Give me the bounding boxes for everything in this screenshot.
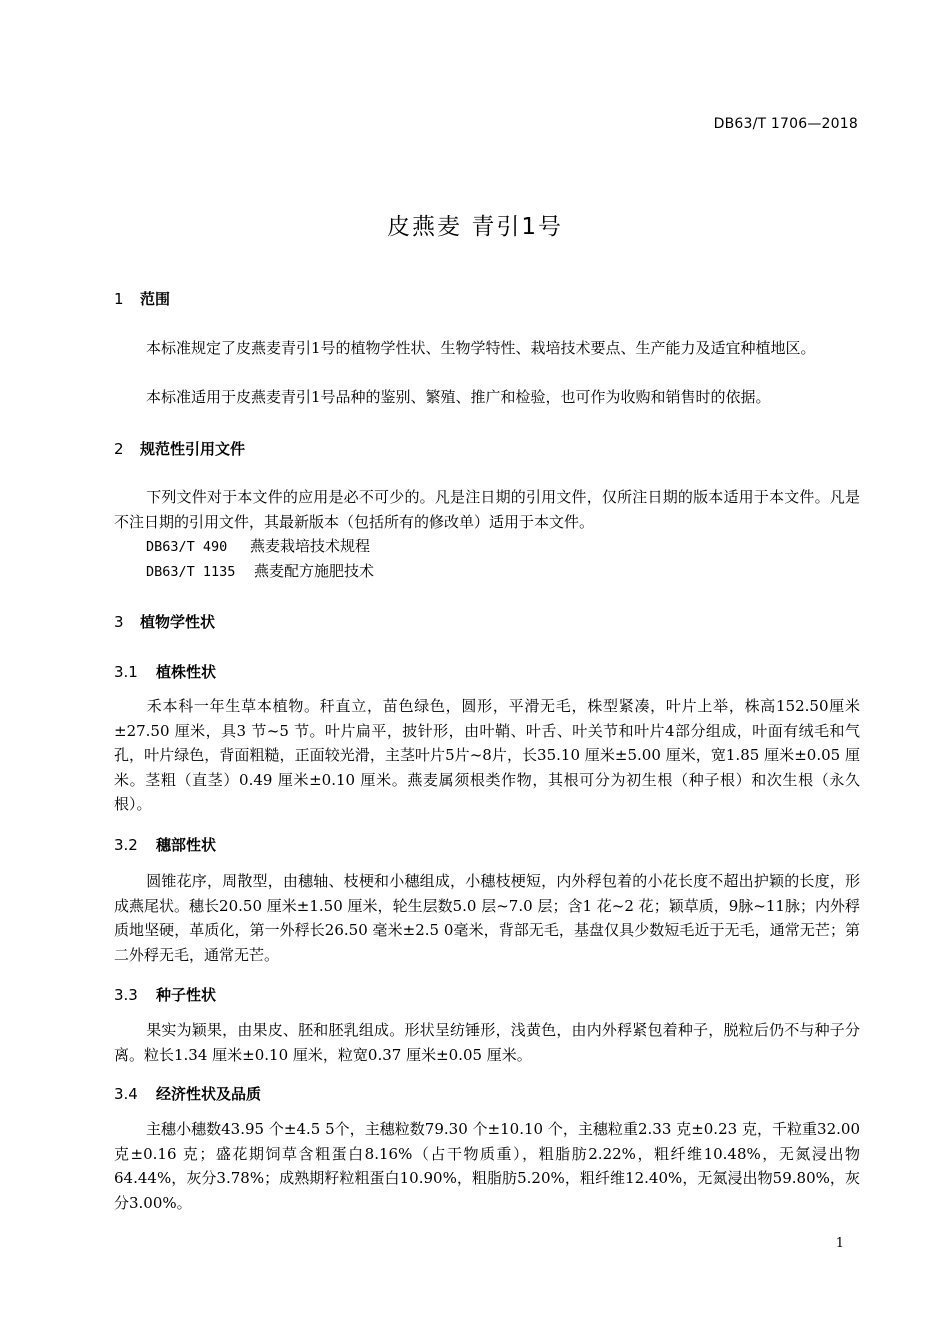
document-title: 皮燕麦 青引1号 bbox=[387, 214, 563, 240]
section-2-heading bbox=[114, 438, 245, 459]
section-number: 2 bbox=[114, 440, 124, 458]
document-code: DB63/T 1706—2018 bbox=[713, 116, 858, 132]
section-number: 1 bbox=[114, 290, 124, 308]
section-title: 范围 bbox=[140, 290, 171, 308]
subsection-number: 3.3 bbox=[114, 986, 138, 1004]
subsection-3-3-heading bbox=[114, 984, 216, 1005]
section-title: 植物学性状 bbox=[140, 613, 216, 631]
reference-title: 燕麦栽培技术规程 bbox=[250, 537, 371, 555]
subsection-3-3-paragraph: 果实为颖果，由果皮、胚和胚乳组成。形状呈纺锤形，浅黄色，由内外稃紧包着种子，脱粒后仍不与种子分离。粒长1.34 厘米±0.10 厘米，粒宽0.37 厘米±0.05 厘米。 bbox=[114, 1021, 860, 1064]
subsection-title: 穗部性状 bbox=[156, 836, 217, 854]
section-1-heading bbox=[114, 288, 170, 309]
reference-title: 燕麦配方施肥技术 bbox=[254, 562, 375, 580]
section-1-paragraph-1: 本标准规定了皮燕麦青引1号的植物学性状、生物学特性、栽培技术要点、生产能力及适宜种植地区。 bbox=[146, 339, 816, 357]
subsection-3-1-paragraph: 禾本科一年生草本植物。秆直立，苗色绿色，圆形，平滑无毛，株型紧凑，叶片上举，株高152.50厘米±27.50 厘米，具3 节~5 节。叶片扁平，披针形，由叶鞘、叶舌、叶关节和叶片4部分组成，叶面有绒毛和气孔，叶片绿色，背面粗糙，正面较光滑，主茎叶片5片~8片，长35.10 厘米±5.00 厘米，宽1.85 厘米±0.05 厘米。茎粗（直茎）0.49 厘米±0.10 厘米。燕麦属须根类作物，其根可分为初生根（种子根）和次生根（永久根）。 bbox=[114, 697, 860, 813]
subsection-3-4-paragraph: 主穗小穗数43.95 个±4.5 5个，主穗粒数79.30 个±10.10 个，主穗粒重2.33 克±0.23 克，千粒重32.00 克±0.16 克；盛花期饲草含粗蛋白8.16%（占干物质重），粗脂肪2.22%，粗纤维10.48%，无氮浸出物64.44%，灰分3.78%；成熟期籽粒粗蛋白10.90%，粗脂肪5.20%，粗纤维12.40%，无氮浸出物59.80%，灰分3.00%。 bbox=[114, 1120, 860, 1212]
subsection-number: 3.1 bbox=[114, 663, 138, 681]
section-2-paragraph: 下列文件对于本文件的应用是必不可少的。凡是注日期的引用文件，仅所注日期的版本适用于本文件。凡是不注日期的引用文件，其最新版本（包括所有的修改单）适用于本文件。 bbox=[114, 488, 860, 531]
subsection-3-4-heading bbox=[114, 1083, 261, 1104]
subsection-3-2-heading bbox=[114, 834, 216, 855]
subsection-number: 3.4 bbox=[114, 1085, 138, 1103]
section-title: 规范性引用文件 bbox=[140, 440, 246, 458]
reference-code: DB63/T 1135 bbox=[146, 564, 236, 580]
subsection-number: 3.2 bbox=[114, 836, 138, 854]
reference-item bbox=[146, 559, 374, 584]
reference-code: DB63/T 490 bbox=[146, 539, 228, 555]
subsection-title: 植株性状 bbox=[156, 663, 217, 681]
subsection-3-1-heading bbox=[114, 661, 216, 682]
page-number: 1 bbox=[835, 1236, 844, 1251]
section-number: 3 bbox=[114, 613, 124, 631]
subsection-title: 种子性状 bbox=[156, 986, 217, 1004]
subsection-title: 经济性状及品质 bbox=[156, 1085, 262, 1103]
section-3-heading bbox=[114, 611, 215, 632]
reference-item bbox=[146, 534, 370, 559]
subsection-3-2-paragraph: 圆锥花序，周散型，由穗轴、枝梗和小穗组成，小穗枝梗短，内外稃包着的小花长度不超出护颖的长度，形成燕尾状。穗长20.50 厘米±1.50 厘米，轮生层数5.0 层~7.0 层；含1 花~2 花；颖草质，9脉~11脉；内外稃质地坚硬，革质化，第一外稃长26.50 毫米±2.5 0毫米，背部无毛，基盘仅具少数短毛近于无毛，通常无芒；第二外稃无毛，通常无芒。 bbox=[114, 872, 860, 964]
section-1-paragraph-2: 本标准适用于皮燕麦青引1号品种的鉴别、繁殖、推广和检验，也可作为收购和销售时的依据。 bbox=[146, 388, 771, 406]
